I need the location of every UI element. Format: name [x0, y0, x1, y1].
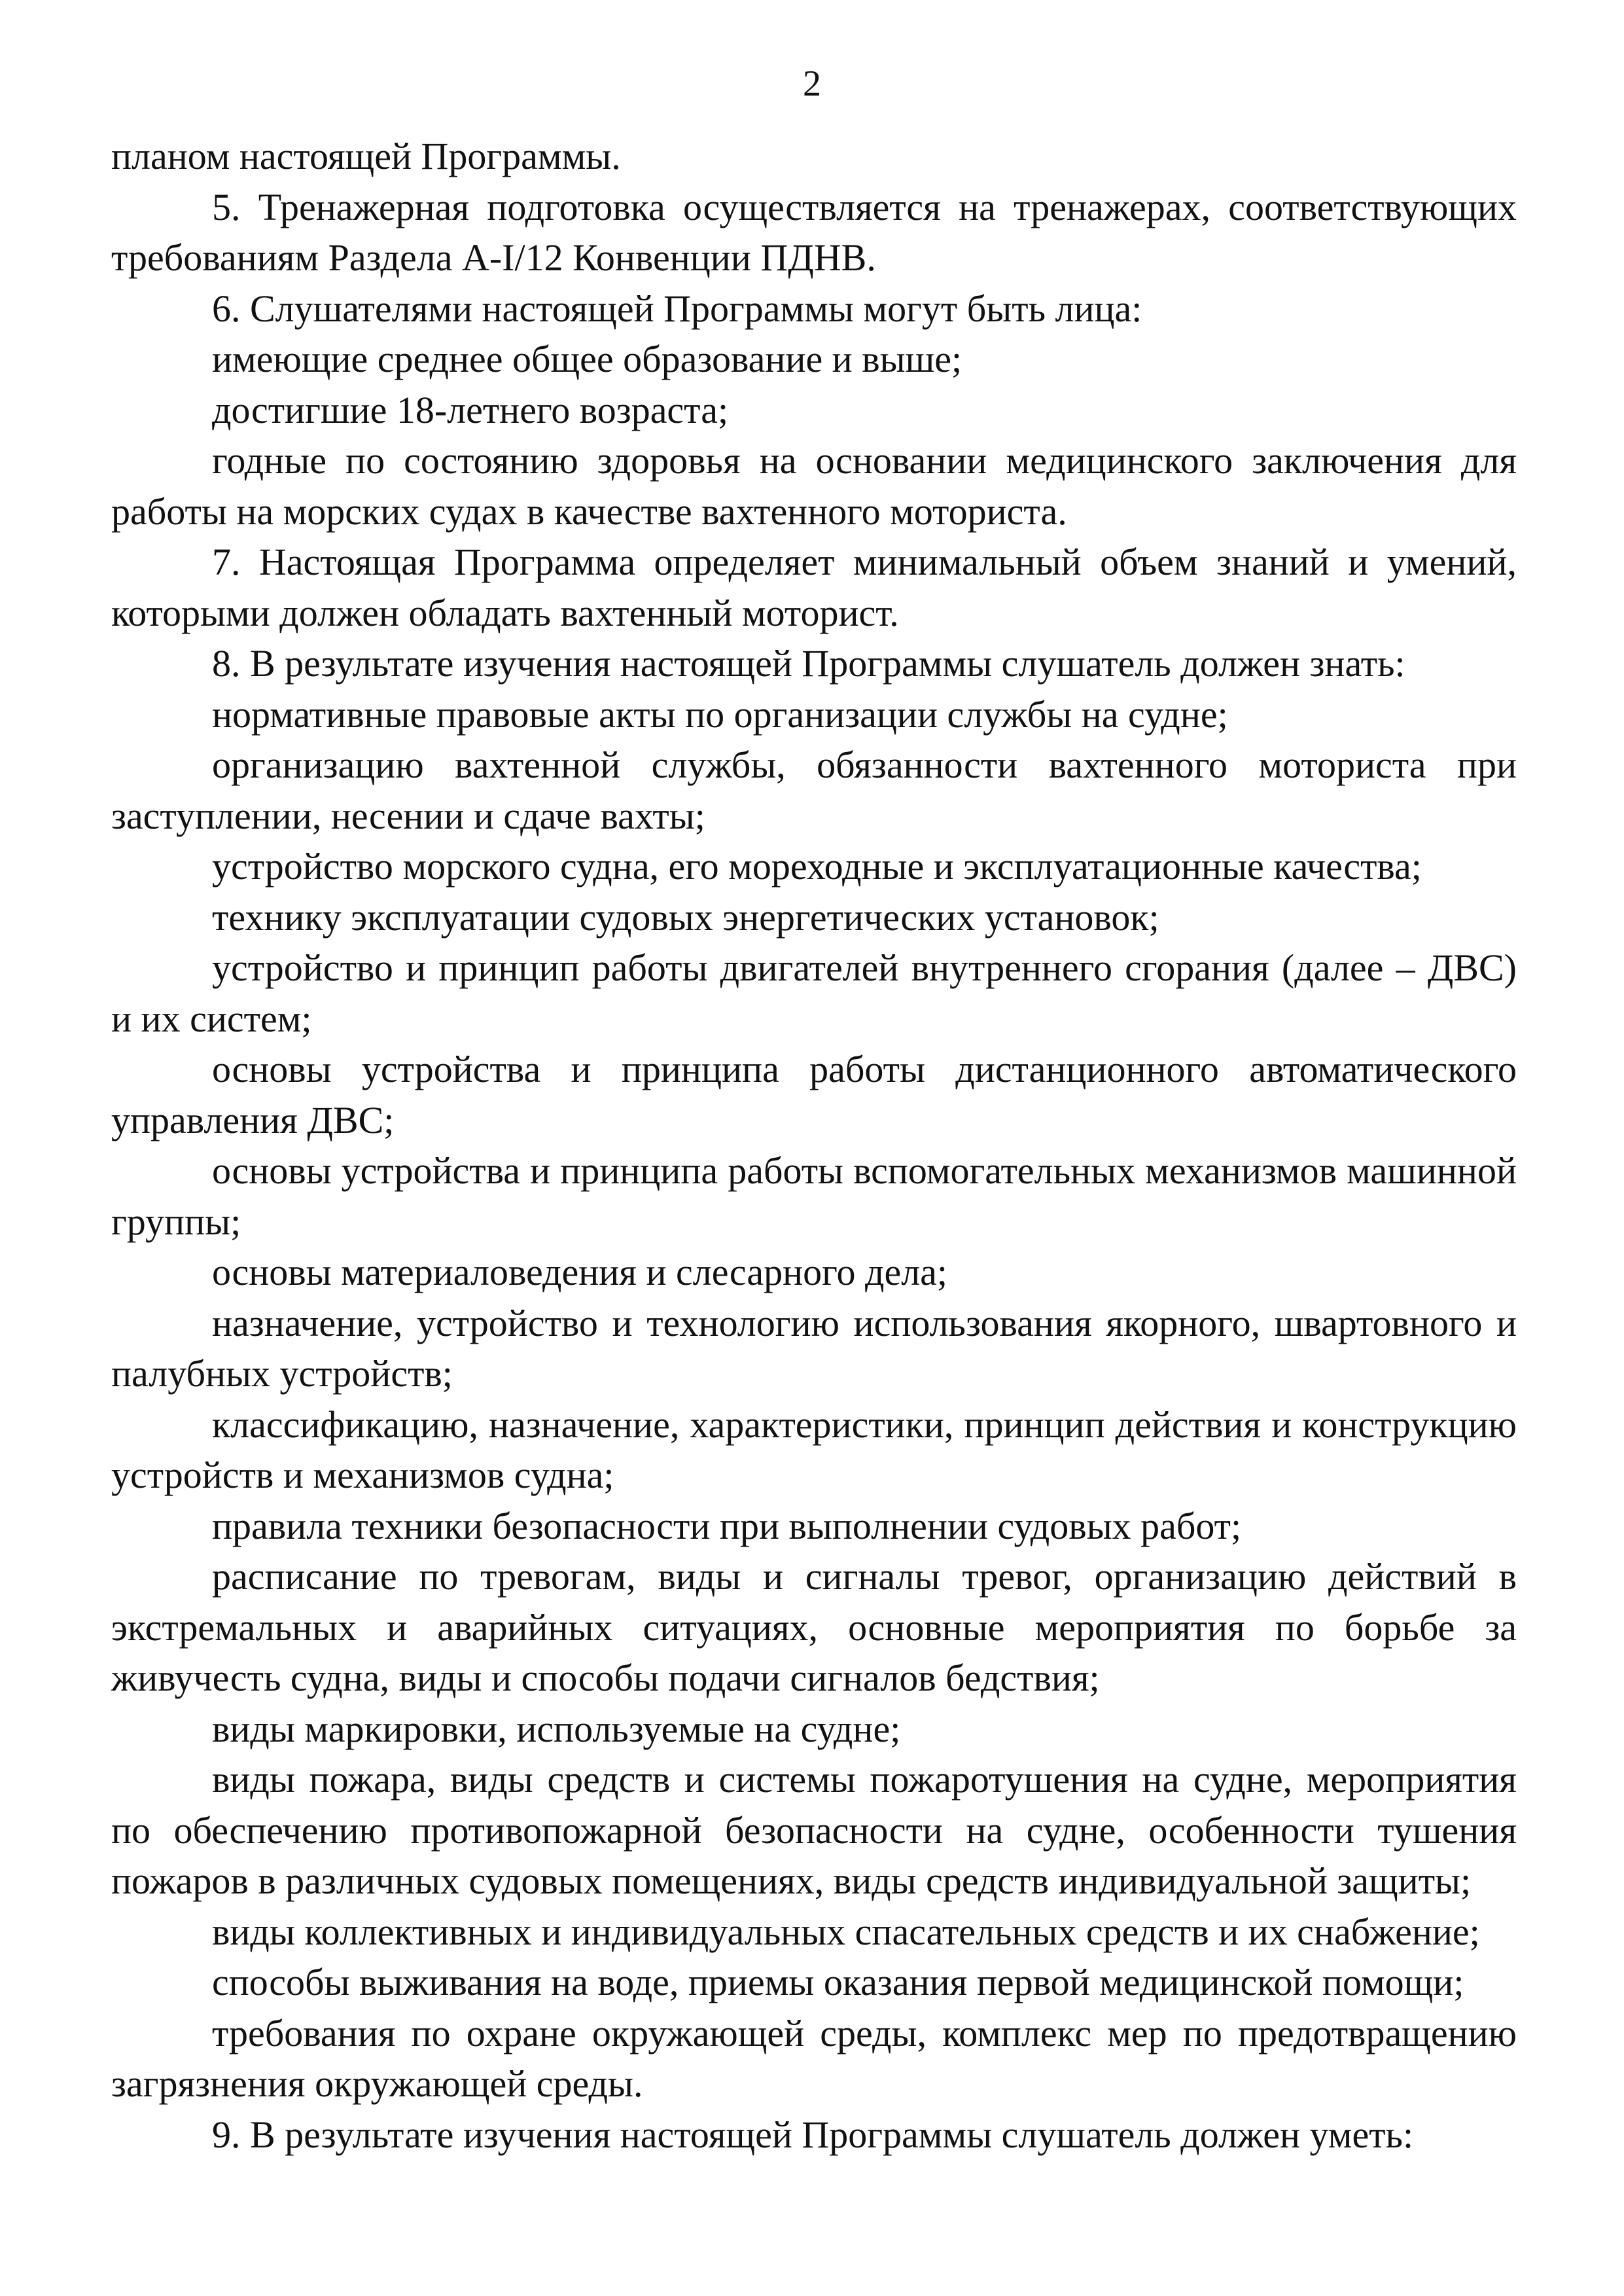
list-item-knowledge: технику эксплуатации судовых энергетических установок;	[212, 895, 1159, 939]
list-item-knowledge: назначение, устройство и технологию использования якорного, швартовного и палубных устройств;	[111, 1301, 1517, 1395]
paragraph-continuation: планом настоящей Программы.	[111, 135, 621, 177]
paragraph-item-8-must-know: 8. В результате изучения настоящей Программы слушатель должен знать:	[212, 642, 1405, 685]
list-item-knowledge: основы устройства и принципа работы дистанционного автоматического управления ДВС;	[111, 1048, 1517, 1141]
list-item-knowledge: классификацию, назначение, характеристики, принцип действия и конструкцию устройств и механизмов судна;	[111, 1403, 1517, 1496]
list-item-knowledge: способы выживания на воде, приемы оказания первой медицинской помощи;	[212, 1961, 1464, 2003]
paragraph-requirement-age: достигшие 18-летнего возраста;	[212, 388, 729, 431]
paragraph-item-6-listeners: 6. Слушателями настоящей Программы могут быть лица:	[212, 287, 1142, 330]
list-item-knowledge: организацию вахтенной службы, обязанности вахтенного моториста при заступлении, несении и сдаче вахты;	[111, 744, 1517, 837]
list-item-knowledge: виды коллективных и индивидуальных спасательных средств и их снабжение;	[212, 1910, 1480, 1953]
paragraph-item-7-scope: 7. Настоящая Программа определяет минимальный объем знаний и умений, которыми должен обладать вахтенный моторист.	[111, 541, 1517, 634]
page-number: 2	[803, 63, 821, 104]
list-item-knowledge: основы устройства и принципа работы вспомогательных механизмов машинной группы;	[111, 1149, 1517, 1243]
paragraph-item-5-simulator-training: 5. Тренажерная подготовка осуществляется на тренажерах, соответствующих требованиям Раздела А-I/12 Конвенции ПДНВ.	[111, 185, 1517, 279]
list-item-knowledge: виды маркировки, используемые на судне;	[212, 1707, 901, 1750]
list-item-knowledge: правила техники безопасности при выполнении судовых работ;	[212, 1504, 1242, 1547]
list-item-knowledge: устройство морского судна, его мореходные и эксплуатационные качества;	[212, 845, 1422, 888]
list-item-knowledge: расписание по тревогам, виды и сигналы тревог, организацию действий в экстремальных и аварийных ситуациях, основные мероприятия по борьбе за живучесть судна, виды и способы подачи сигналов бедствия;	[111, 1555, 1517, 1699]
list-item-knowledge: устройство и принцип работы двигателей внутреннего сгорания (далее – ДВС) и их систем;	[111, 946, 1517, 1040]
paragraph-requirement-health: годные по состоянию здоровья на основании медицинского заключения для работы на морских судах в качестве вахтенного моториста.	[111, 439, 1517, 533]
paragraph-item-9-must-be-able: 9. В результате изучения настоящей Программы слушатель должен уметь:	[212, 2113, 1414, 2156]
paragraph-requirement-education: имеющие среднее общее образование и выше;	[212, 338, 962, 380]
list-item-knowledge: требования по охране окружающей среды, комплекс мер по предотвращению загрязнения окружающей среды.	[111, 2011, 1517, 2105]
list-item-knowledge: нормативные правовые акты по организации службы на судне;	[212, 692, 1228, 736]
list-item-knowledge: виды пожара, виды средств и системы пожаротушения на судне, мероприятия по обеспечению противопожарной безопасности на судне, особенности тушения пожаров в различных судовых помещениях, виды средств индивидуальной защиты;	[111, 1758, 1517, 1902]
list-item-knowledge: основы материаловедения и слесарного дела;	[212, 1251, 948, 1293]
document-body	[111, 131, 1517, 2160]
